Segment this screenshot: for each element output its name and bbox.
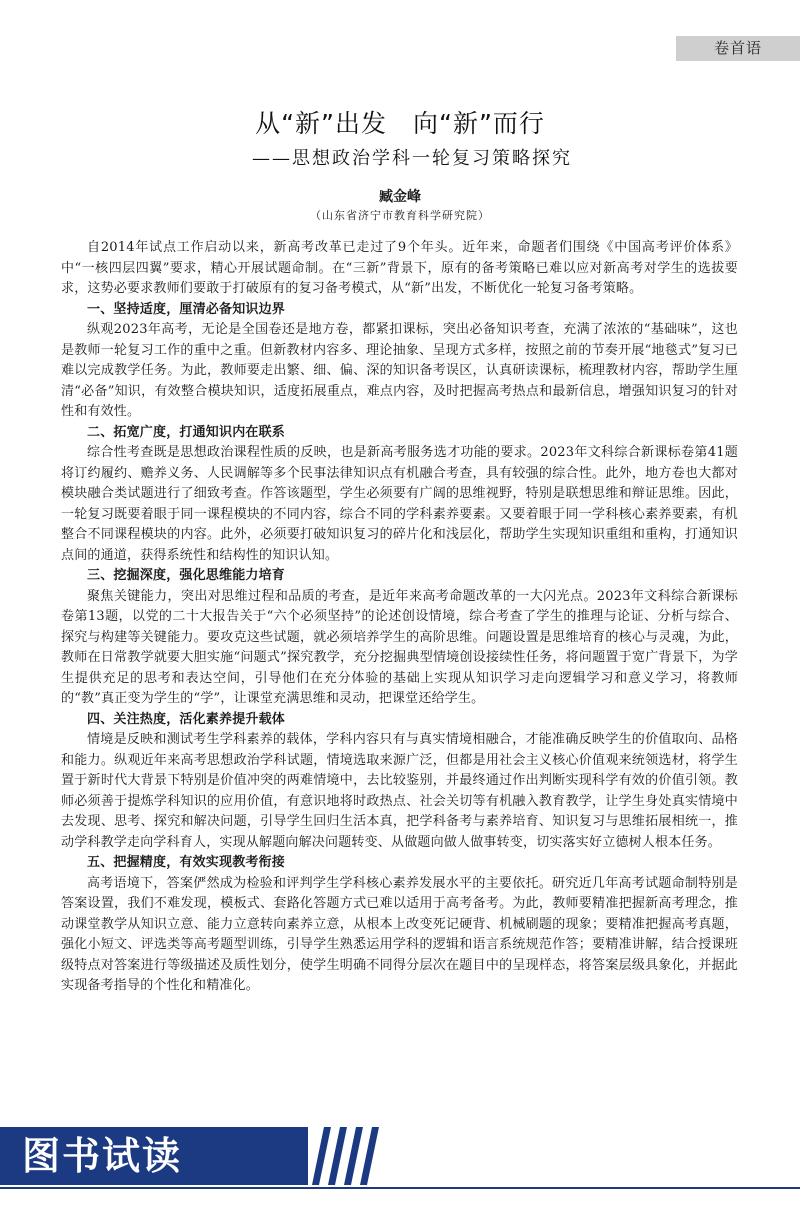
banner-underline xyxy=(0,1187,800,1189)
preview-banner xyxy=(0,1127,308,1185)
intro-paragraph: 自2014年试点工作启动以来，新高考改革已走过了9个年头。近年来，命题者们围绕《中国高考评价体系》中“一核四层四翼”要求，精心开展试题命制。在“三新”背景下，原有的备考策略已难以应对新高考对学生的选拔要求，这势必要求教师们要敢于打破原有的复习备考模式，从“新”出发，不断优化一轮复习备考策略。 xyxy=(61,240,738,296)
section-paragraph: 聚焦关键能力，突出对思维过程和品质的考查，是近年来高考命题改革的一大闪光点。2023年文科综合新课标卷第13题，以党的二十大报告关于“六个必须坚持”的论述创设情境，综合考查了学生的推理与论证、分析与综合、探究与构建等关键能力。要攻克这些试题，就必须培养学生的高阶思维。问题设置是思维培育的核心与灵魂，为此，教师在日常教学就要大胆实施“问题式”探究教学，充分挖掘典型情境创设接续性任务，将问题置于宽广背景下，为学生提供充足的思考和表达空间，引导他们在充分体验的基础上实现从知识学习走向逻辑学习和意义学习，将教师的“教”真正变为学生的“学”，让课堂充满思维和灵动，把课堂还给学生。 xyxy=(61,588,738,706)
banner-stripes-decoration xyxy=(312,1127,382,1185)
section-heading: 四、关注热度，活化素养提升载体 xyxy=(87,711,286,727)
section-paragraph: 情境是反映和测试考生学科素养的载体，学科内容只有与真实情境相融合，才能准确反映学生的价值取向、品格和能力。纵观近年来高考思想政治学科试题，情境选取来源广泛，但都是用社会主义核心价值观来统领选材，将学生置于新时代大背景下特别是价值冲突的两难情境中，去比较鉴别，并最终通过作出判断实现科学有效的价值引领。教师必须善于提炼学科知识的应用价值，有意识地将时政热点、社会关切等有机融入教育教学，让学生身处真实情境中去发现、思考、探究和解决问题，引导学生回归生活本真，把学科备考与素养培育、知识复习与思维拓展相统一，推动学科教学走向学科育人，实现从解题向解决问题转变、从做题向做人做事转变，切实落实好立德树人根本任务。 xyxy=(61,732,738,850)
section-heading: 三、挖掘深度，强化思维能力培育 xyxy=(87,568,286,583)
article-subtitle: ——思想政治学科一轮复习策略探究 xyxy=(252,148,572,169)
section-heading: 二、拓宽广度，打通知识内在联系 xyxy=(87,424,286,440)
section-heading: 五、把握精度，有效实现教考衔接 xyxy=(87,855,286,870)
article-body xyxy=(61,238,738,997)
section-paragraph: 高考语境下，答案俨然成为检验和评判学生学科核心素养发展水平的主要依托。研究近几年高考试题命制特别是答案设置，我们不难发现，模板式、套路化答题方式已难以适用于高考备考。为此，教师要精准把握新高考理念，推动课堂教学从知识立意、能力立意转向素养立意，从根本上改变死记硬背、机械刷题的现象；要精准把握高考真题，强化小短文、评选类等高考题型训练，引导学生熟悉运用学科的逻辑和语言系统规范作答；要精准讲解，结合授课班级特点对答案进行等级描述及质性划分，使学生明确不同得分层次在题目中的呈现样态，将答案层级具象化，并据此实现备考指导的个性化和精准化。 xyxy=(61,875,738,993)
author-affiliation: （山东省济宁市教育科学研究院） xyxy=(310,209,490,222)
article-title: 从“新”出发 向“新”而行 xyxy=(255,109,545,138)
preview-banner-label: 图书试读 xyxy=(22,1134,183,1178)
author-name: 臧金峰 xyxy=(379,189,421,205)
column-tag: 卷首语 xyxy=(676,36,800,61)
section-paragraph: 纵观2023年高考，无论是全国卷还是地方卷，都紧扣课标，突出必备知识考查，充满了浓浓的“基础味”，这也是教师一轮复习工作的重中之重。但新教材内容多、理论抽象、呈现方式多样，按照之前的节奏开展“地毯式”复习已难以完成教学任务。为此，教师要走出繁、细、偏、深的知识备考误区，认真研读课标，梳理教材内容，帮助学生厘清“必备”知识，有效整合模块知识，适度拓展重点，难点内容，及时把握高考热点和最新信息，增强知识复习的针对性和有效性。 xyxy=(61,322,738,419)
section-paragraph: 综合性考查既是思想政治课程性质的反映，也是新高考服务选才功能的要求。2023年文科综合新课标卷第41题将订约履约、赡养义务、人民调解等多个民事法律知识点有机融合考查，具有较强的综合性。此外，地方卷也大都对模块融合类试题进行了细致考查。作答该题型，学生必须要有广阔的思维视野，特别是联想思维和辩证思维。因此，一轮复习既要着眼于同一课程模块的不同内容，综合不同的学科素养要素。又要着眼于同一学科核心素养要素，有机整合不同课程模块的内容。此外，必须要打破知识复习的碎片化和浅层化，帮助学生实现知识重组和重构，打通知识点间的通道，获得系统性和结构性的知识认知。 xyxy=(61,445,738,563)
section-heading: 一、坚持适度，厘清必备知识边界 xyxy=(87,301,286,317)
